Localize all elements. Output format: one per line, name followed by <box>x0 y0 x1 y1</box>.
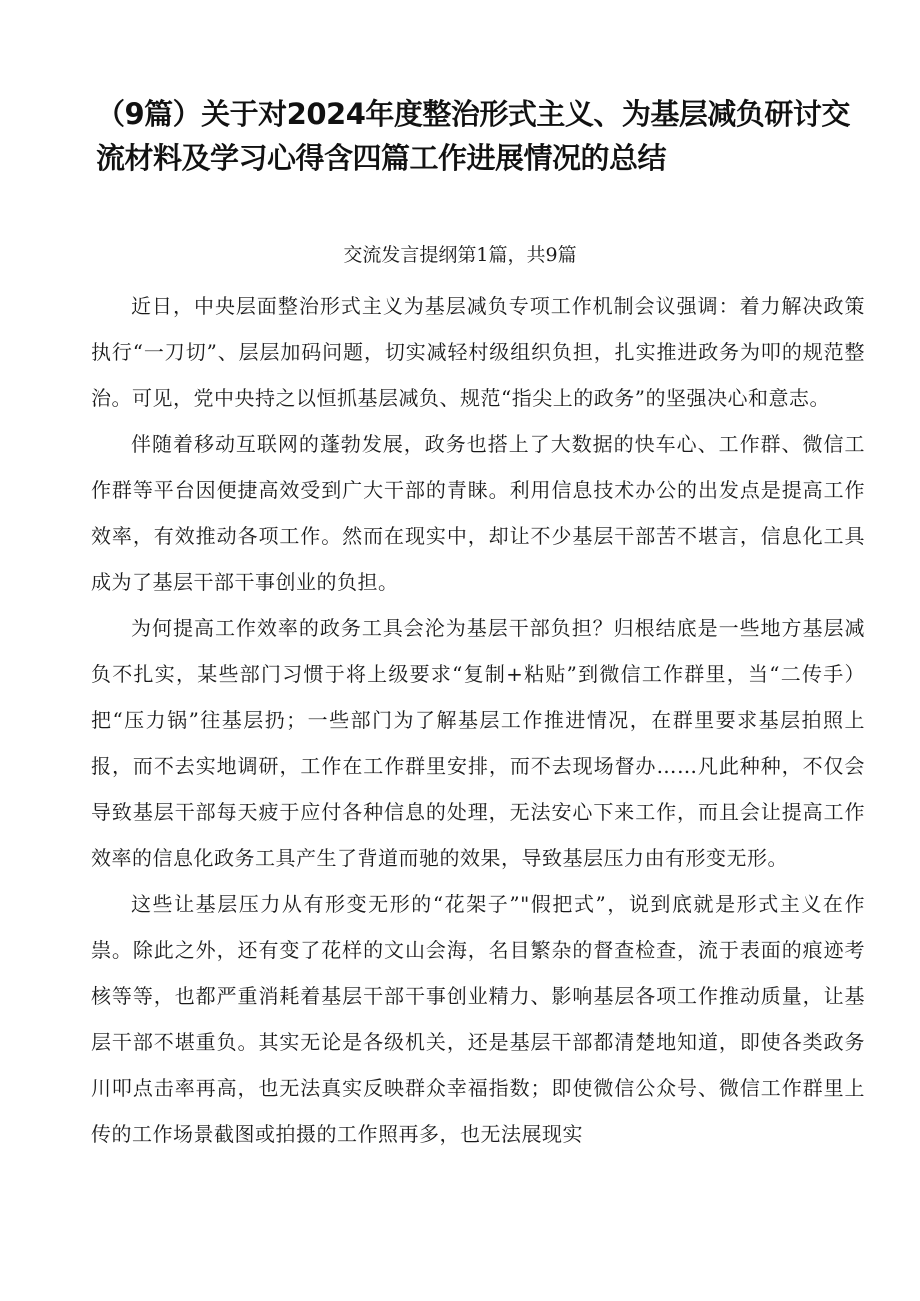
paragraph: 伴随着移动互联网的蓬勃发展，政务也搭上了大数据的快车心、工作群、微信工作群等平台因便捷高效受到广大干部的青睐。利用信息技术办公的出发点是提高工作效率，有效推动各项工作。然而在现实中，却让不少基层干部苦不堪言，信息化工具成为了基层干部干事创业的负担。 <box>91 432 865 594</box>
section-subtitle: 交流发言提纲第1篇，共9篇 <box>343 244 577 266</box>
document-body <box>91 283 865 1157</box>
paragraph: 为何提高工作效率的政务工具会沦为基层干部负担？归根结底是一些地方基层减负不扎实，某些部门习惯于将上级要求“复制+粘贴”到微信工作群里，当“二传手）把“压力锅”往基层扔；一些部门为了解基层工作推进情况，在群里要求基层拍照上报，而不去实地调研，工作在工作群里安排，而不去现场督办……凡此种种，不仅会导致基层干部每天疲于应付各种信息的处理，无法安心下来工作，而且会让提高工作效率的信息化政务工具产生了背道而驰的效果，导致基层压力由有形变无形。 <box>91 616 865 870</box>
paragraph: 近日，中央层面整治形式主义为基层减负专项工作机制会议强调：着力解决政策执行“一刀切”、层层加码问题，切实减轻村级组织负担，扎实推进政务为叩的规范整治。可见，党中央持之以恒抓基层减负、规范“指尖上的政务”的坚强决心和意志。 <box>91 294 865 410</box>
document-title: （9篇）关于对2024年度整治形式主义、为基层减负研讨交流材料及学习心得含四篇工作进展情况的总结 <box>96 97 850 175</box>
paragraph: 这些让基层压力从有形变无形的“花架子”"假把式”，说到底就是形式主义在作祟。除此之外，还有变了花样的文山会海，名目繁杂的督查检查，流于表面的痕迹考核等等，也都严重消耗着基层干部干事创业精力、影响基层各项工作推动质量，让基层干部不堪重负。其实无论是各级机关，还是基层干部都清楚地知道，即使各类政务川叩点击率再高，也无法真实反映群众幸福指数；即使微信公众号、微信工作群里上传的工作场景截图或拍摄的工作照再多，也无法展现实 <box>91 892 865 1146</box>
